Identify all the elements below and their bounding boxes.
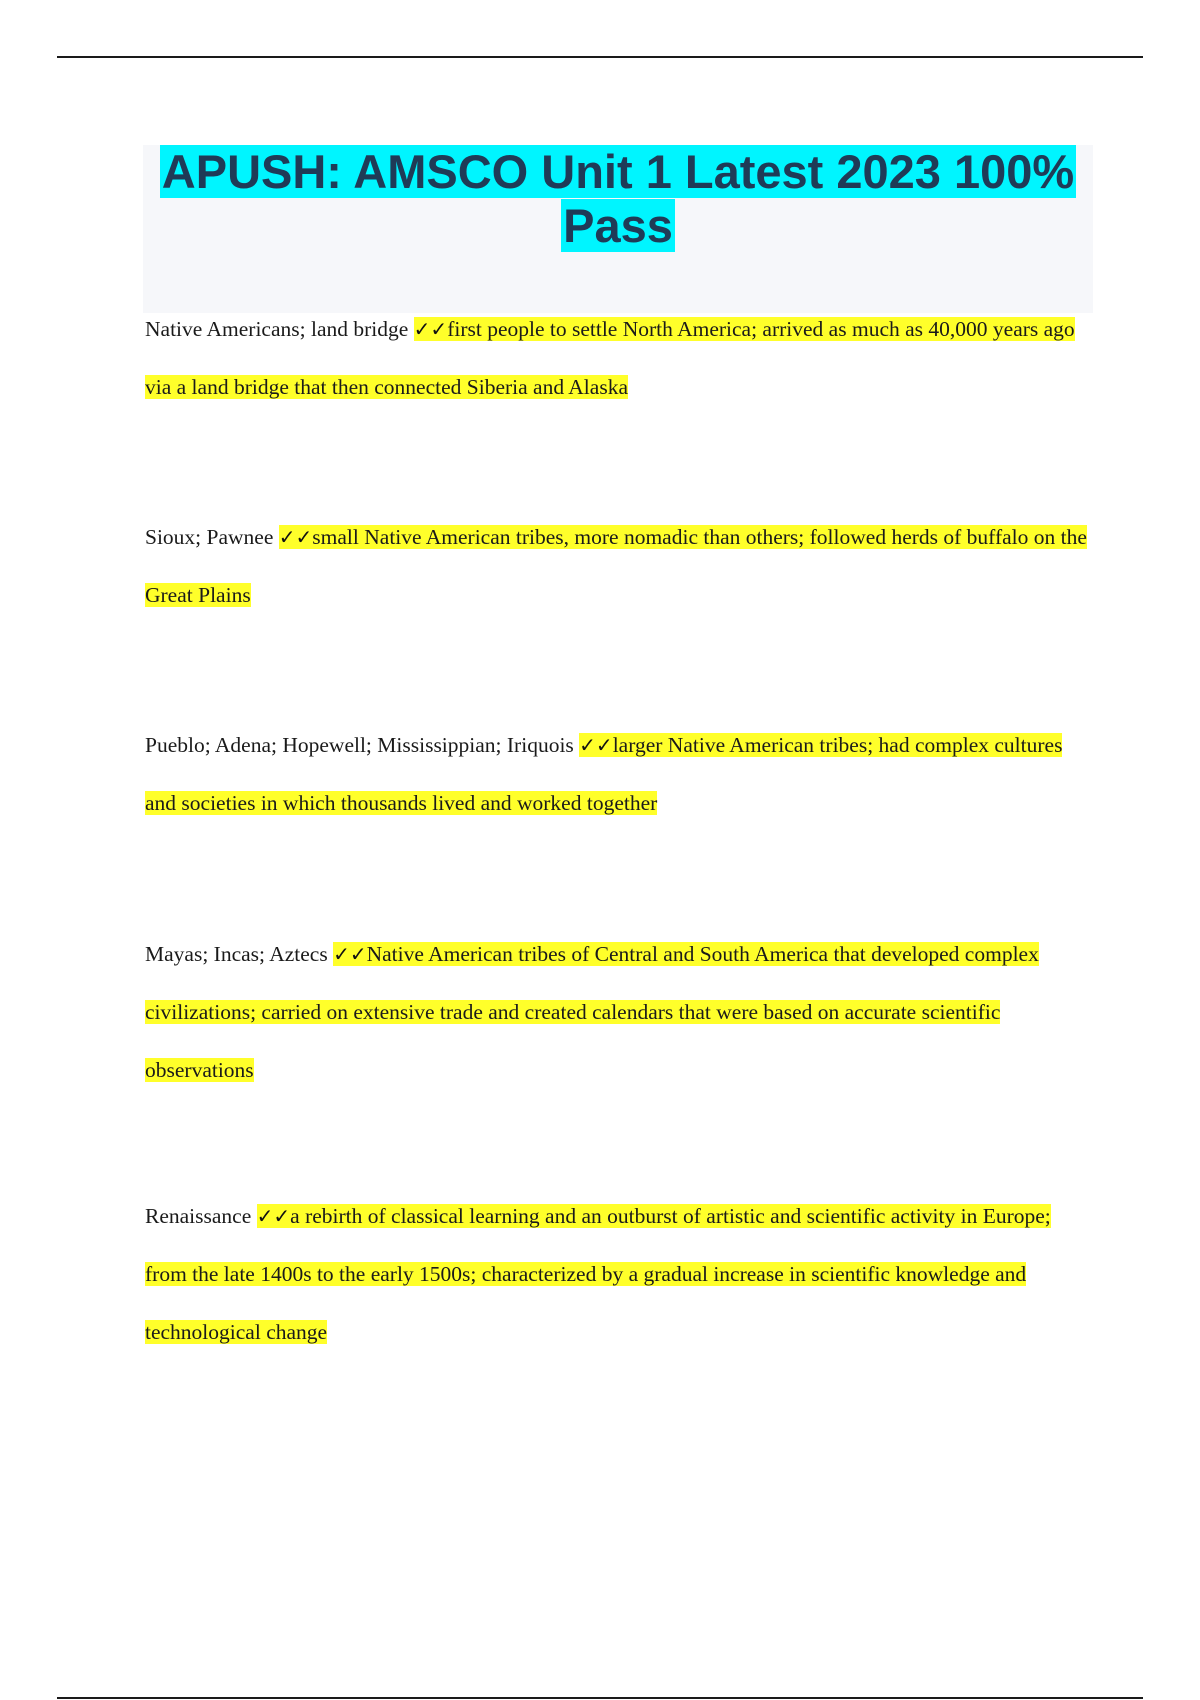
double-check-icon: ✓✓ <box>278 525 313 549</box>
title-line-2: Pass <box>563 199 673 252</box>
entry-sioux-pawnee <box>145 508 1090 624</box>
entry-definition: small Native American tribes, more nomadic than others; followed herds of buffalo on the Great Plains <box>145 525 1087 607</box>
double-check-icon: ✓✓ <box>413 317 448 341</box>
entry-mayas-incas-aztecs <box>145 925 1090 1099</box>
entry-term: Pueblo; Adena; Hopewell; Mississippian; Iriquois <box>145 733 574 757</box>
double-check-icon: ✓✓ <box>256 1204 291 1228</box>
entry-definition: larger Native American tribes; had complex cultures and societies in which thousands lived and worked together <box>145 733 1063 815</box>
double-check-icon: ✓✓ <box>333 942 367 966</box>
title-line-1: APUSH: AMSCO Unit 1 Latest 2023 100% <box>161 145 1075 198</box>
top-rule <box>57 56 1143 58</box>
entry-renaissance <box>145 1187 1090 1361</box>
entry-pueblo-tribes <box>145 716 1090 832</box>
entry-term: Mayas; Incas; Aztecs <box>145 942 328 966</box>
entry-native-americans <box>145 300 1090 416</box>
entry-term: Renaissance <box>145 1204 252 1228</box>
entry-term: Sioux; Pawnee <box>145 525 274 549</box>
entry-definition: first people to settle North America; arrived as much as 40,000 years ago via a land bridge that then connected Siberia and Alaska <box>145 317 1075 399</box>
bottom-rule <box>57 1697 1143 1699</box>
entry-term: Native Americans; land bridge <box>145 317 409 341</box>
entry-definition: a rebirth of classical learning and an outburst of artistic and scientific activity in Europe; from the late 1400s to the early 1500s; characterized by a gradual increase in scientific knowledge and technological change <box>145 1204 1051 1344</box>
double-check-icon: ✓✓ <box>579 733 613 757</box>
title-block <box>143 145 1093 313</box>
document-title <box>143 145 1093 253</box>
entry-definition: Native American tribes of Central and South America that developed complex civilizations; carried on extensive trade and created calendars that were based on accurate scientific observations <box>145 942 1039 1082</box>
